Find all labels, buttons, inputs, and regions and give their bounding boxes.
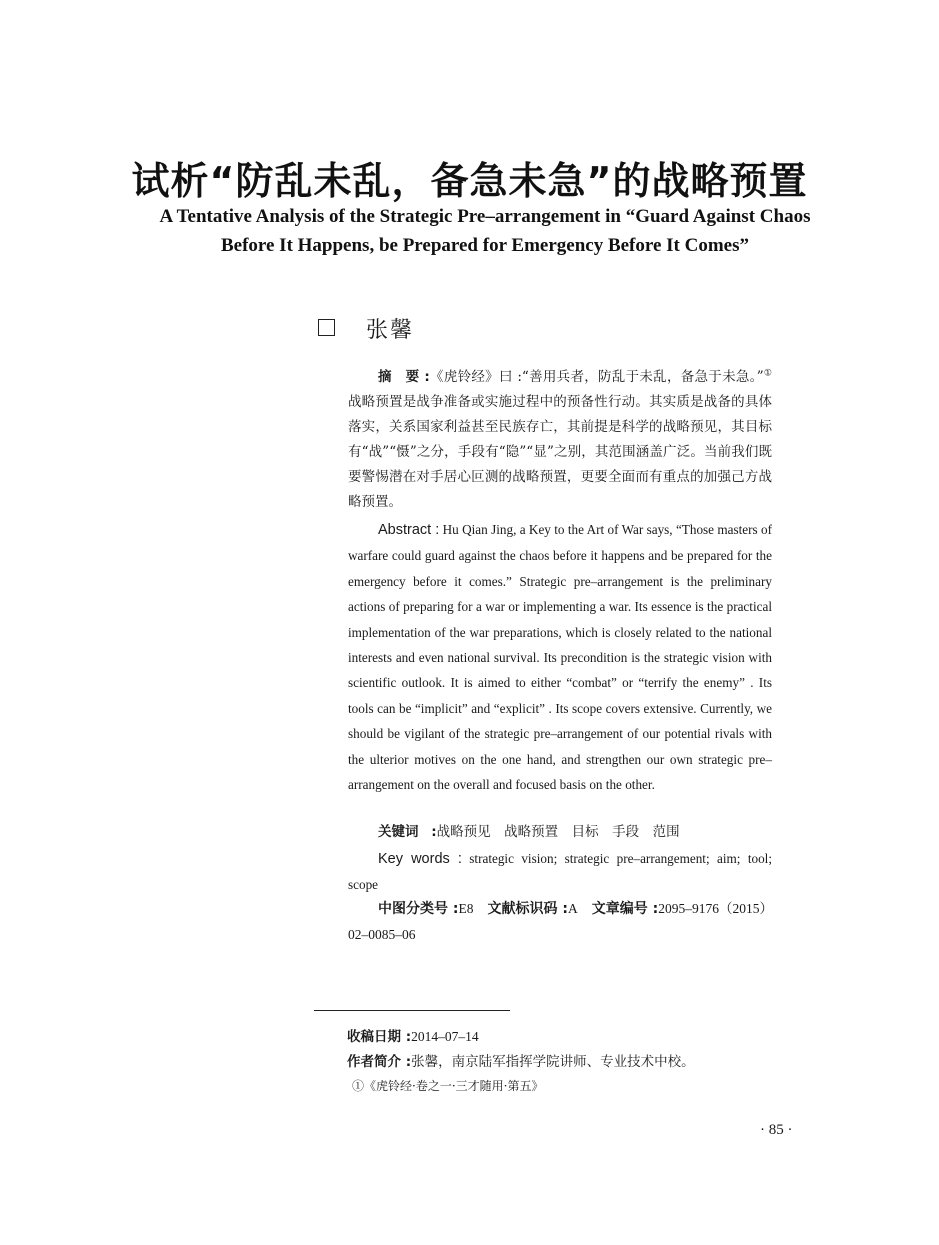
author-box-icon	[318, 319, 335, 336]
title-english: A Tentative Analysis of the Strategic Pre–arrangement in “Guard Against Chaos Before It Happens, be Prepared for Emergency Before It Comes”	[159, 206, 811, 256]
author-bio-value: 张馨，南京陆军指挥学院讲师、专业技术中校。	[411, 1054, 695, 1070]
keywords-zh-body: 战略预见 战略预置 目标 手段 范围	[436, 824, 680, 840]
received-label: 收稿日期 :	[347, 1029, 412, 1045]
page-number: · 85 ·	[760, 1122, 793, 1138]
abstract-chinese	[348, 365, 772, 515]
author-bio	[347, 1051, 695, 1073]
doc-code-value: A	[567, 901, 578, 916]
clc-label: 中图分类号 :	[378, 901, 459, 917]
title-chinese: 试析“防乱未乱，备急未急”的战略预置	[131, 159, 808, 203]
doc-code-label: 文献标识码 :	[487, 901, 568, 917]
abstract-zh-label: 摘 要 :	[378, 369, 430, 385]
abstract-english	[348, 517, 772, 797]
author-bio-label: 作者简介 :	[347, 1054, 412, 1070]
keywords-en-label: Key words :	[378, 851, 462, 867]
keywords-chinese	[348, 820, 772, 845]
article-number-label: 文章编号 :	[591, 901, 659, 917]
keywords-en-body: strategic vision; strategic pre–arrangement; aim; tool; scope	[348, 851, 773, 893]
classification-line	[348, 896, 772, 948]
abstract-zh-quote: 《虎铃经》曰 :“善用兵者，防乱于未乱，备急于未急。”	[429, 369, 764, 385]
author-name: 张馨	[366, 318, 415, 343]
footnote: ①《虎铃经·卷之一·三才随用·第五》	[352, 1079, 544, 1093]
abstract-en-body: Hu Qian Jing, a Key to the Art of War says, “Those masters of warfare could guard against the chaos before it happens and be prepared for the emergency before it comes.” Strategic pre–arrangement is the preliminary actions of preparing for a war or implementing a war. Its essence is the practical implementation of the war preparations, which is closely related to the national interests and even national survival. Its precondition is the strategic vision with scientific outlook. It is aimed to either “combat” or “terrify the enemy” . Its tools can be “implicit” and “explicit” . Its scope covers extensive. Currently, we should be vigilant of the strategic pre–arrangement of our potential rivals with the ulterior motives on the one hand, and strengthen our own strategic pre–arrangement on the overall and focused basis on the other.	[348, 522, 772, 793]
abstract-en-label: Abstract :	[378, 522, 440, 538]
article-number-value: 2095–9176（2015）02–0085–06	[348, 901, 767, 942]
received-value: 2014–07–14	[411, 1029, 479, 1044]
abstract-zh-body: 战略预置是战争准备或实施过程中的预备性行动。其实质是战备的具体落实，关系国家利益甚至民族存亡，其前提是科学的战略预见，其目标有“战”“慑”之分，手段有“隐”“显”之别，其范围涵盖广泛。当前我们既要警惕潜在对手居心叵测的战略预置，更要全面而有重点的加强己方战略预置。	[348, 394, 772, 510]
received-date	[347, 1026, 479, 1048]
keywords-english	[348, 846, 772, 898]
keywords-zh-label: 关键词 :	[378, 824, 437, 840]
footnote-marker: ①	[763, 368, 772, 379]
clc-value: E8	[458, 901, 474, 916]
footnote-divider	[314, 1010, 510, 1011]
